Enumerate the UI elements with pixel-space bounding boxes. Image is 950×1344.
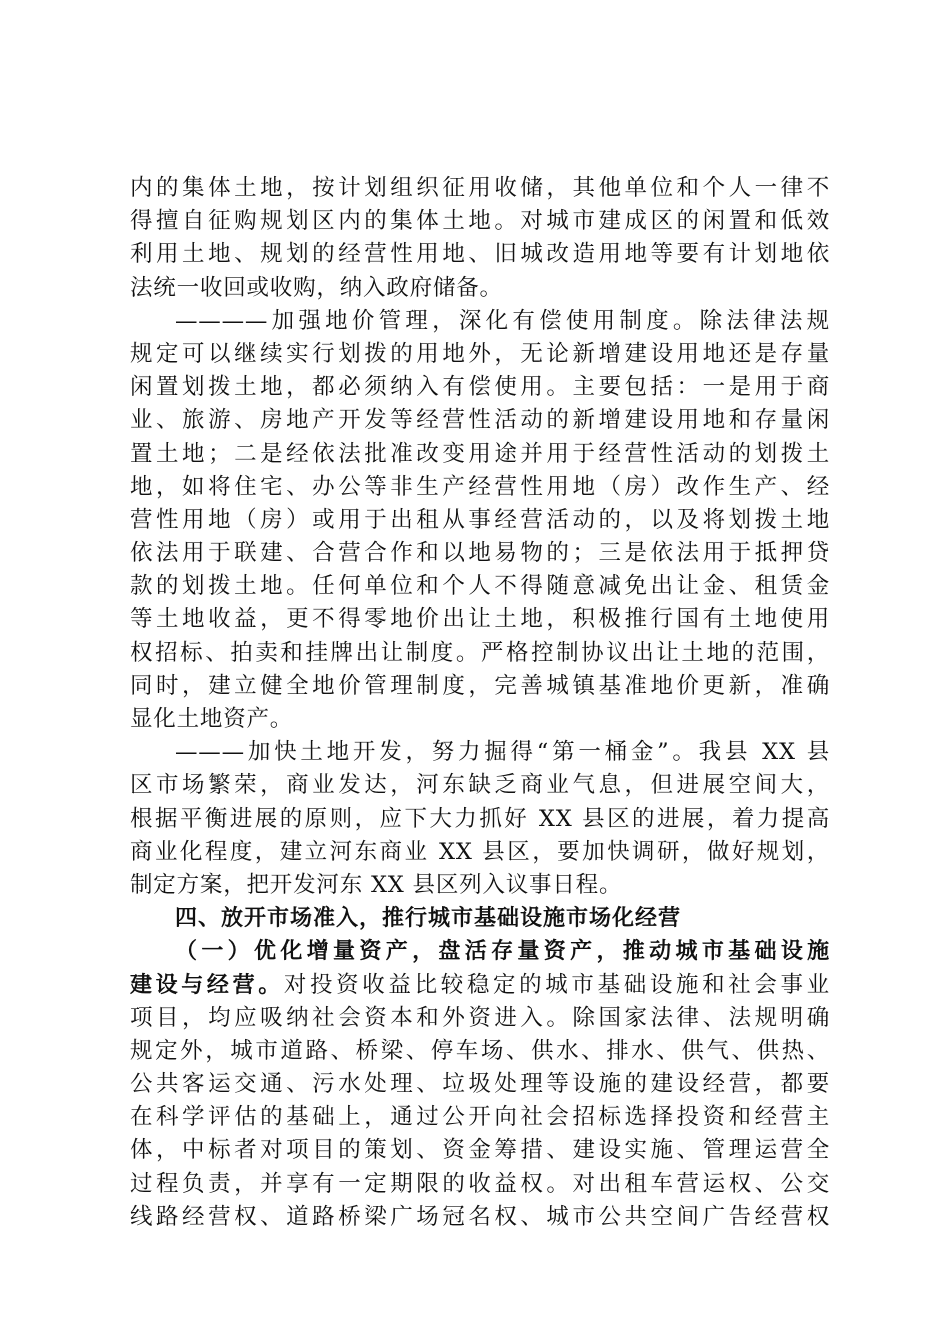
text-line: 根据平衡进展的原则，应下大力抓好 XX 县区的进展，着力提高 — [130, 805, 830, 832]
text-fragment: 对投资收益比较稳定的城市基础设施和社会事业 — [283, 971, 830, 998]
text-line: 地，如将住宅、办公等非生产经营性用地（房）改作生产、经 — [130, 473, 830, 500]
text-line: 区市场繁荣，商业发达，河东缺乏商业气息，但进展空间大， — [130, 772, 830, 799]
text-line: ————加强地价管理，深化有偿使用制度。除法律法规 — [175, 307, 830, 334]
text-line: 营性用地（房）或用于出租从事经营活动的，以及将划拨土地 — [130, 506, 830, 533]
subsection-heading-continued: 建设与经营。 — [130, 972, 284, 998]
text-line: ———加快土地开发，努力掘得“第一桶金”。我县 XX 县 — [175, 739, 830, 766]
text-line: 同时，建立健全地价管理制度，完善城镇基准地价更新，准确 — [130, 672, 830, 699]
text-line: 得擅自征购规划区内的集体土地。对城市建成区的闲置和低效 — [130, 208, 830, 235]
text-line: 业、旅游、房地产开发等经营性活动的新增建设用地和存量闲 — [130, 407, 830, 434]
text-line: 置土地；二是经依法批准改变用途并用于经营性活动的划拨土 — [130, 440, 830, 467]
text-line: 制定方案，把开发河东 XX 县区列入议事日程。 — [130, 871, 623, 898]
text-line: 商业化程度，建立河东商业 XX 县区，要加快调研，做好规划， — [130, 838, 830, 865]
document-body — [130, 172, 830, 1234]
text-line: 等土地收益，更不得零地价出让土地，积极推行国有土地使用 — [130, 606, 830, 633]
text-line: 规定可以继续实行划拨的用地外，无论新增建设用地还是存量 — [130, 340, 830, 367]
text-line: 体，中标者对项目的策划、资金筹措、建设实施、管理运营全 — [130, 1137, 830, 1164]
text-line — [130, 969, 830, 1002]
text-line: 权招标、拍卖和挂牌出让制度。严格控制协议出让土地的范围， — [130, 639, 830, 666]
text-line: 闲置划拨土地，都必须纳入有偿使用。主要包括：一是用于商 — [130, 374, 830, 401]
text-line: 公共客运交通、污水处理、垃圾处理等设施的建设经营，都要 — [130, 1071, 830, 1098]
text-line: 内的集体土地，按计划组织征用收储，其他单位和个人一律不 — [130, 175, 830, 201]
text-line: 线路经营权、道路桥梁广场冠名权、城市公共空间广告经营权 — [130, 1203, 830, 1230]
text-line: 显化土地资产。 — [130, 706, 294, 732]
subsection-heading: （一）优化增量资产，盘活存量资产，推动城市基础设施 — [175, 939, 830, 965]
text-line: 依法用于联建、合营合作和以地易物的；三是依法用于抵押贷 — [130, 540, 830, 567]
text-line: 过程负责，并享有一定期限的收益权。对出租车营运权、公交 — [130, 1170, 830, 1197]
section-heading: 四、放开市场准入，推行城市基础设施市场化经营 — [175, 906, 682, 932]
text-line: 在科学评估的基础上，通过公开向社会招标选择投资和经营主 — [130, 1104, 830, 1131]
text-line: 规定外，城市道路、桥梁、停车场、供水、排水、供气、供热、 — [130, 1037, 830, 1064]
text-line: 款的划拨土地。任何单位和个人不得随意减免出让金、租赁金 — [130, 573, 830, 600]
text-line: 利用土地、规划的经营性用地、旧城改造用地等要有计划地依 — [130, 241, 830, 268]
text-line: 项目，均应吸纳社会资本和外资进入。除国家法律、法规明确 — [130, 1004, 830, 1031]
text-line: 法统一收回或收购，纳入政府储备。 — [130, 274, 503, 301]
